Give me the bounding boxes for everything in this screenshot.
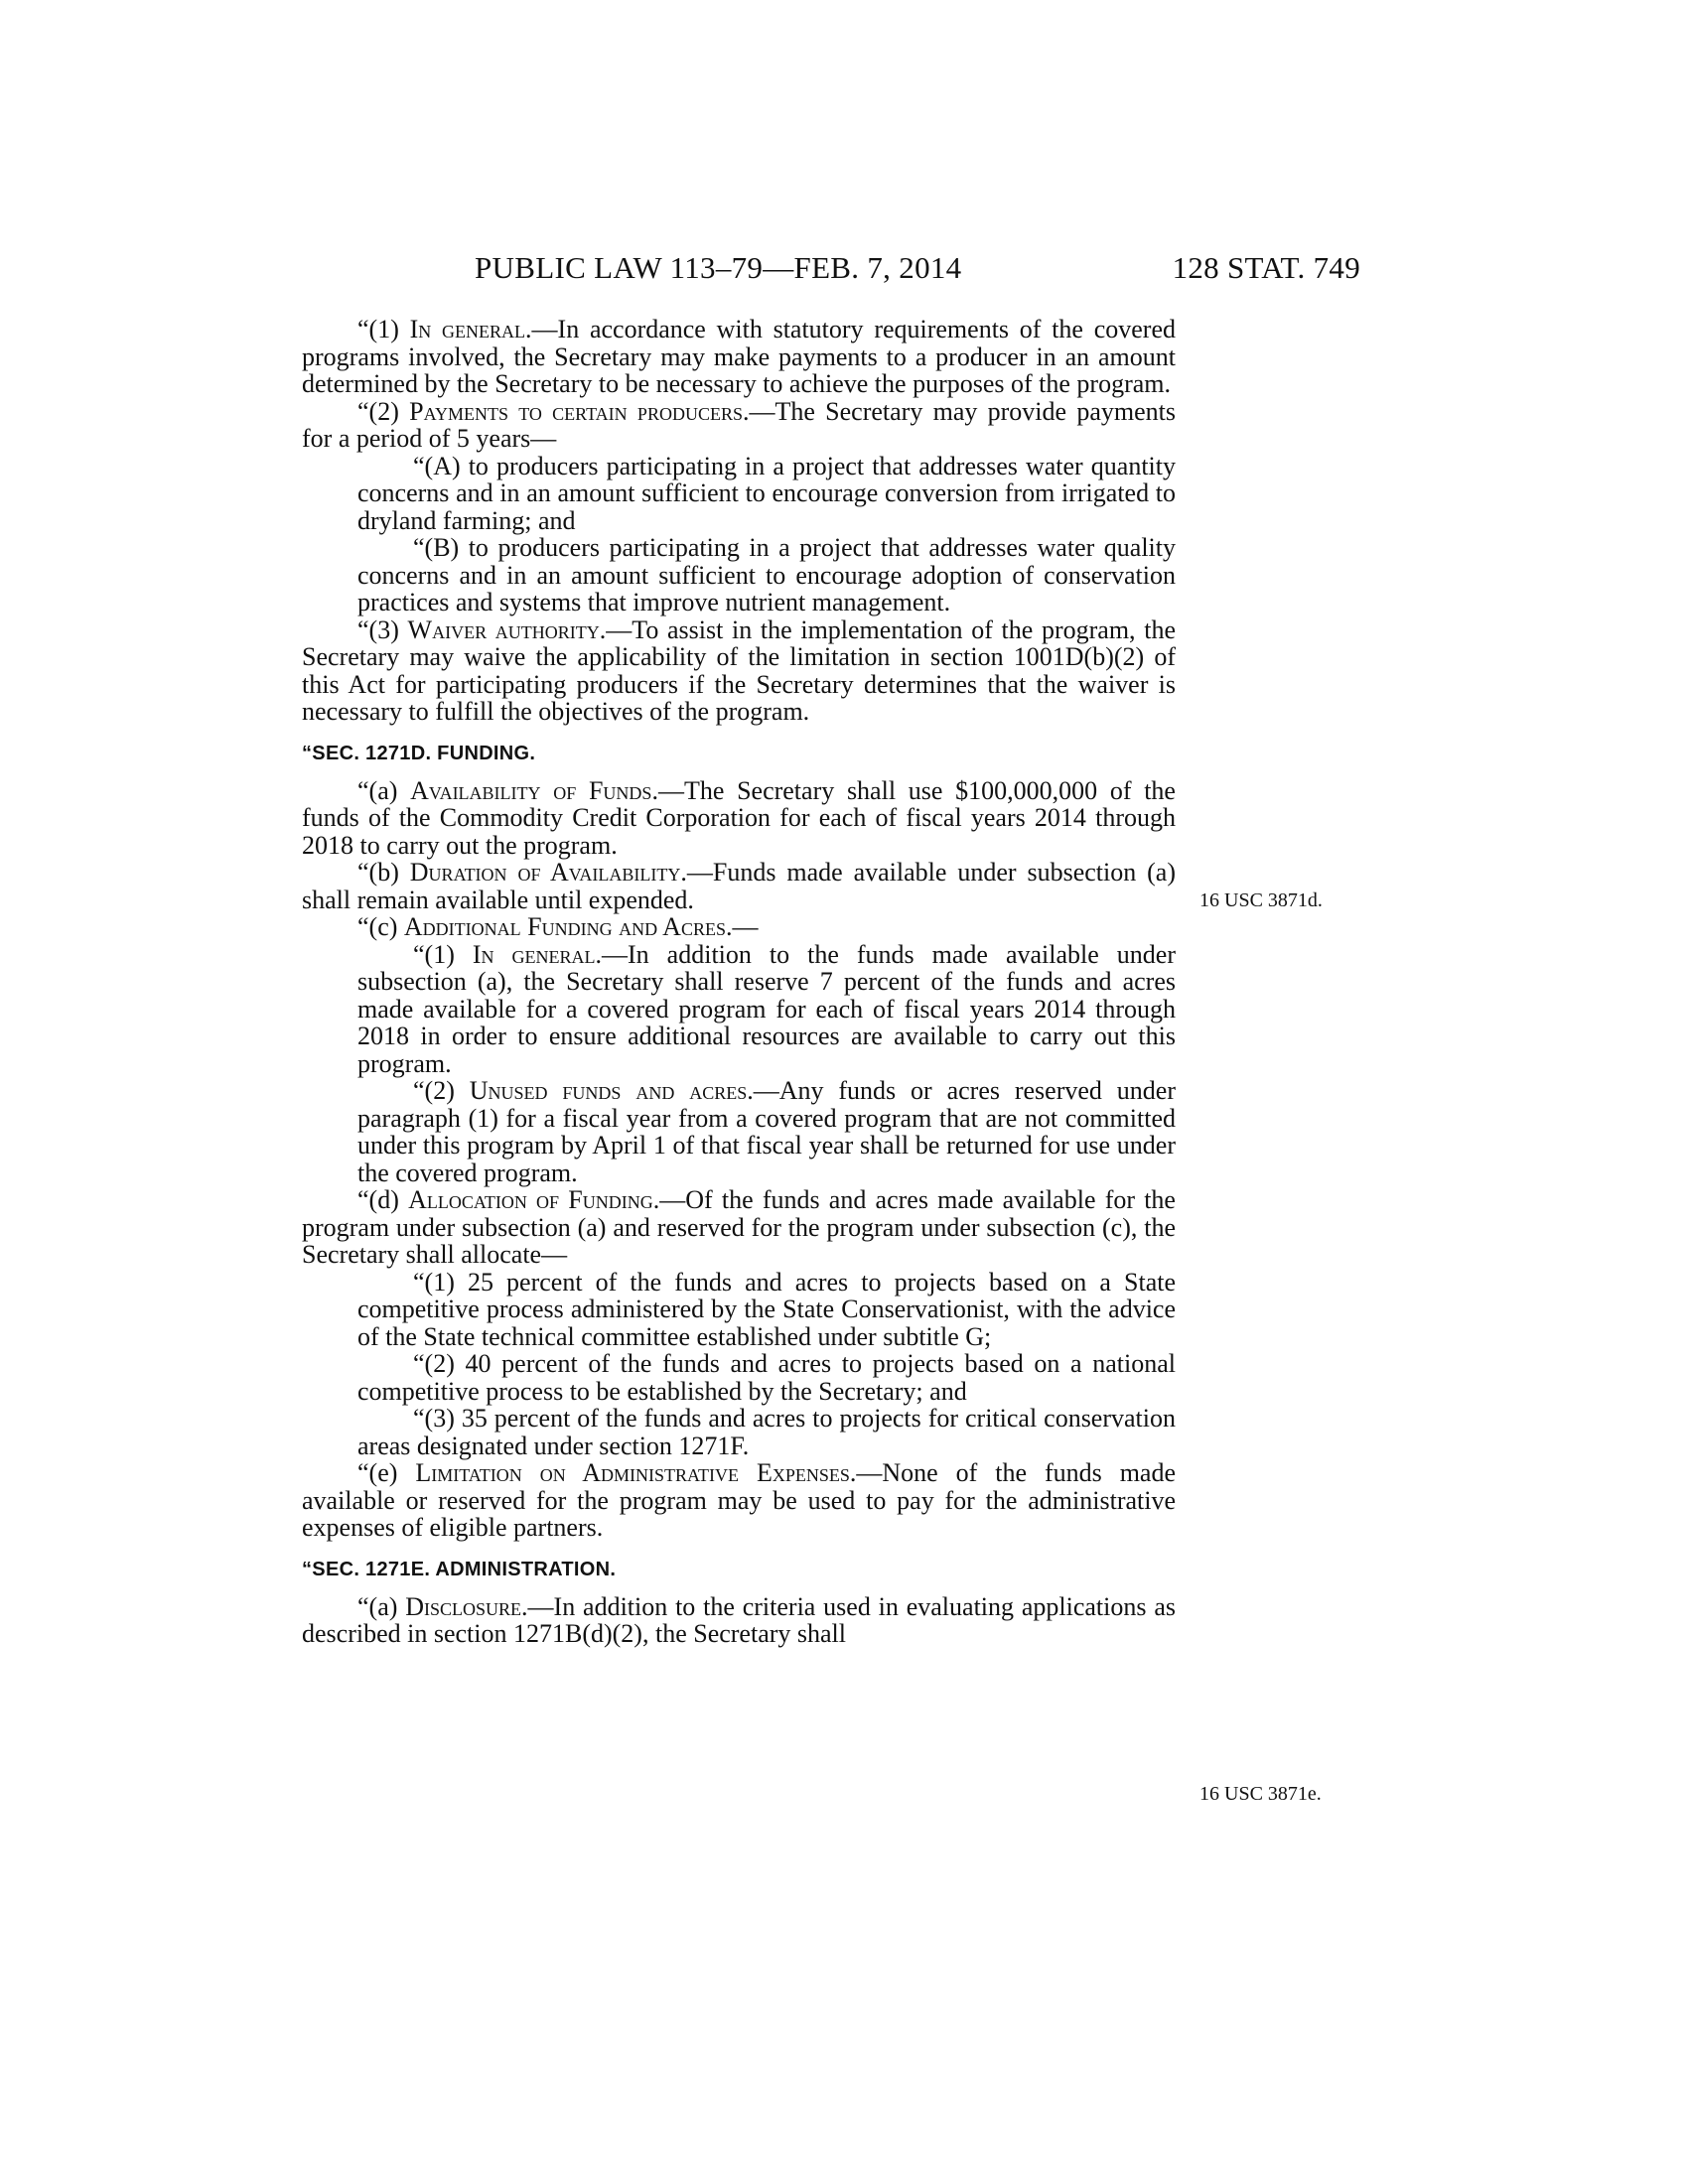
- margin-note-3871d: 16 USC 3871d.: [1199, 889, 1323, 911]
- subsection-d-d-text: .—Of the funds and acres made available for the program under subsection (a) and reserved for the program under subsection (c), the Secretary shall allocate—: [302, 1185, 1176, 1269]
- section-1271e-heading: “SEC. 1271E. ADMINISTRATION.: [302, 1558, 617, 1580]
- subsection-d-c-number: “(c): [357, 912, 404, 941]
- subsection-e-a-heading: Disclosure: [405, 1591, 522, 1621]
- subsection-d-b-number: “(b): [357, 858, 410, 887]
- paragraph-3-number: “(3): [357, 614, 408, 644]
- subsection-d-d-number: “(d): [357, 1185, 409, 1214]
- subsection-d-e: [302, 1459, 1176, 1542]
- section-1271d-heading: “SEC. 1271D. FUNDING.: [302, 742, 536, 764]
- paragraph-3-heading: Waiver authority: [407, 614, 600, 644]
- paragraph-2-number: “(2): [357, 396, 410, 426]
- subparagraph-2b: “(B) to producers participating in a project that addresses water quality concerns and in an amount sufficient to encourage adoption of conservation practices and systems that improve nutrient management.: [357, 533, 1176, 616]
- subsection-e-a: [302, 1593, 1176, 1648]
- subsection-d-a-heading: Availability of Funds: [410, 775, 652, 805]
- paragraph-2-text: .—The Secretary may provide payments for a period of 5 years—: [302, 396, 1176, 453]
- paragraph-1-heading: In general: [409, 315, 526, 343]
- paragraph-c-2: [357, 1077, 1176, 1186]
- subsection-d-a: [302, 777, 1176, 860]
- paragraph-1-number: “(1): [357, 315, 410, 343]
- subsection-d-e-text: .—None of the funds made available or reserved for the program may be used to pay for the administrative expenses of eligible partners.: [302, 1458, 1176, 1542]
- paragraph-1: [302, 316, 1176, 398]
- paragraph-c-1-number: “(1): [413, 939, 473, 969]
- paragraph-c-2-text: .—Any funds or acres reserved under paragraph (1) for a fiscal year from a covered program that are not committed under this program by April 1 of that fiscal year shall be returned for use under the covered program.: [357, 1076, 1176, 1187]
- paragraph-c-1: [357, 941, 1176, 1078]
- subsection-d-c-text: .—: [725, 912, 759, 941]
- subsection-d-e-number: “(e): [357, 1458, 416, 1487]
- paragraph-2: [302, 398, 1176, 453]
- statute-text: [302, 316, 1176, 1648]
- paragraph-c-2-heading: Unused funds and acres: [469, 1076, 748, 1105]
- paragraph-3: [302, 616, 1176, 726]
- subsection-d-c-heading: Additional Funding and Acres: [403, 912, 726, 941]
- subsection-d-b-heading: Duration of Availability: [409, 858, 681, 887]
- subsection-e-a-text: .—In addition to the criteria used in evaluating applications as described in section 1271B(d)(2), the Secretary shall: [302, 1591, 1176, 1648]
- paragraph-d-1: “(1) 25 percent of the funds and acres to projects based on a State competitive process administered by the State Conservationist, with the advice of the State technical committee established under subtitle G;: [357, 1267, 1176, 1351]
- paragraph-2-heading: Payments to certain producers: [409, 396, 743, 426]
- page-header: [298, 250, 1360, 294]
- subsection-d-d: [302, 1186, 1176, 1269]
- paragraph-3-text: .—To assist in the implementation of the program, the Secretary may waive the applicability of the limitation in section 1001D(b)(2) of this Act for participating producers if the Secretary determines that the waiver is necessary to fulfill the objectives of the program.: [302, 614, 1176, 726]
- subsection-d-a-number: “(a): [357, 775, 411, 805]
- running-head: PUBLIC LAW 113–79—FEB. 7, 2014: [475, 250, 962, 285]
- subsection-d-e-heading: Limitation on Administrative Expenses: [415, 1458, 850, 1487]
- subsection-d-d-heading: Allocation of Funding: [408, 1185, 653, 1214]
- subparagraph-2a: “(A) to producers participating in a project that addresses water quantity concerns and in an amount sufficient to encourage conversion from irrigated to dryland farming; and: [357, 451, 1176, 535]
- subsection-d-b-text: .—Funds made available under subsection (a) shall remain available until expended.: [302, 858, 1177, 914]
- paragraph-d-3: “(3) 35 percent of the funds and acres to projects for critical conservation areas designated under section 1271F.: [357, 1404, 1176, 1460]
- page-number: 128 STAT. 749: [1172, 250, 1360, 285]
- subsection-d-c: [302, 913, 1176, 941]
- subsection-d-b: [302, 859, 1176, 913]
- margin-note-3871e: 16 USC 3871e.: [1199, 1783, 1322, 1805]
- paragraph-c-1-heading: In general: [472, 939, 596, 969]
- subsection-d-a-text: .—The Secretary shall use $100,000,000 of the funds of the Commodity Credit Corporation for each of fiscal years 2014 through 2018 to carry out the program.: [302, 775, 1176, 860]
- paragraph-c-1-text: .—In addition to the funds made available under subsection (a), the Secretary shall reserve 7 percent of the funds and acres made available for a covered program for each of fiscal years 2014 through 2018 in order to ensure additional resources are available to carry out this program.: [357, 939, 1176, 1078]
- subsection-e-a-number: “(a): [357, 1591, 406, 1621]
- paragraph-1-text: .—In accordance with statutory requirements of the covered programs involved, the Secretary may make payments to a producer in an amount determined by the Secretary to be necessary to achieve the purposes of the program.: [302, 315, 1176, 398]
- paragraph-c-2-number: “(2): [413, 1076, 470, 1105]
- paragraph-d-2: “(2) 40 percent of the funds and acres to projects based on a national competitive process to be established by the Secretary; and: [357, 1349, 1176, 1406]
